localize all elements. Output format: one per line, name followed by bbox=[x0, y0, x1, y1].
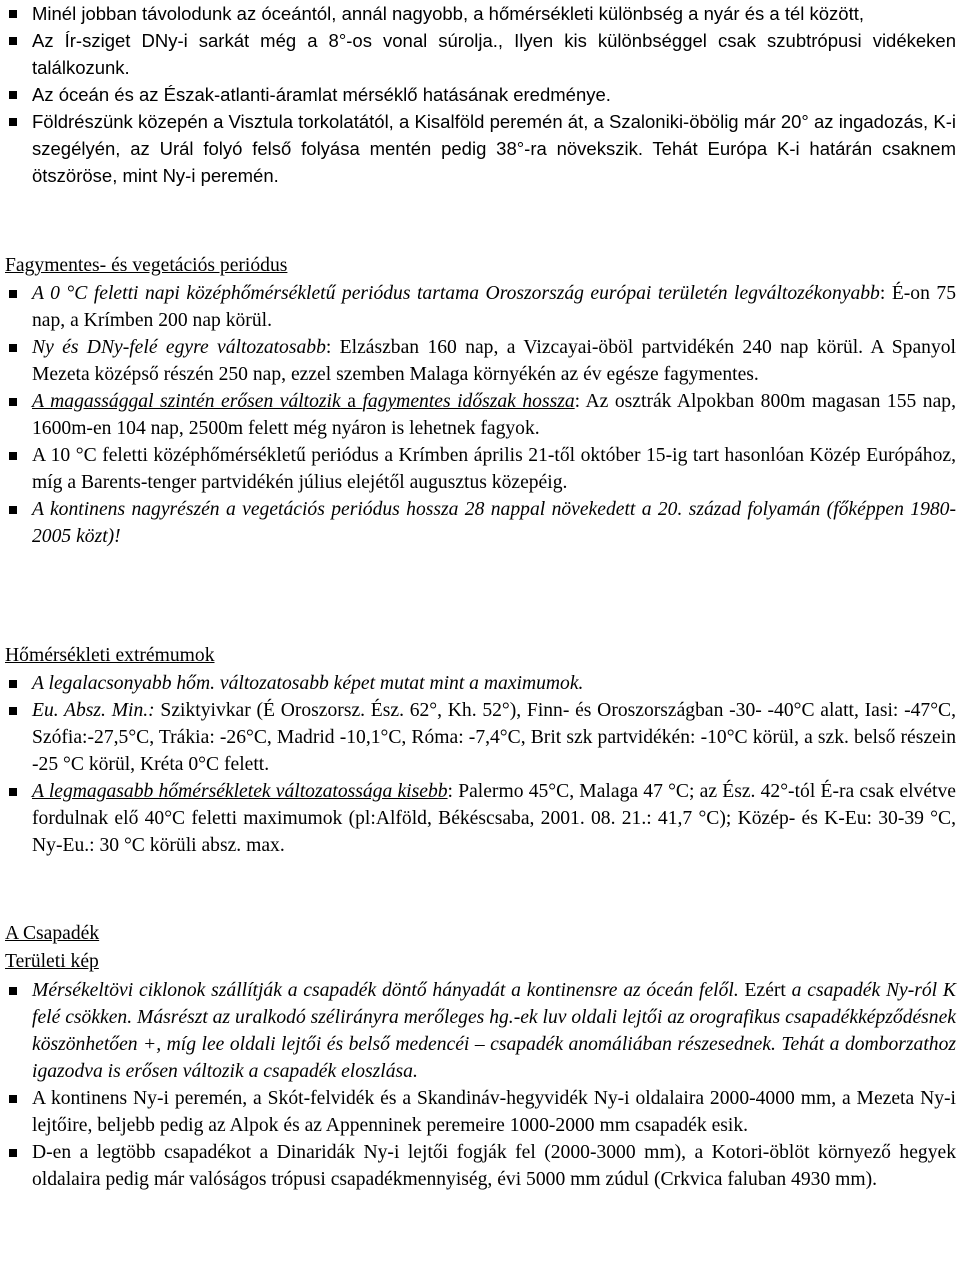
bullet-text: A kontinens Ny-i peremén, a Skót-felvidék és a Skandináv-hegyvidék Ny-i oldalaira 2000-4000 mm, a Mezeta Ny-i lejtőire, beljebb pedig az Alpok és az Appenninek peremeire 1000-2000 mm csapadék esik. bbox=[32, 1088, 956, 1136]
italic-text: Ny és DNy-felé egyre változatosabb bbox=[32, 337, 326, 358]
section-precipitation bbox=[0, 977, 960, 1193]
list-item bbox=[0, 496, 960, 550]
italic-text: A magassággal szintén erősen változik bbox=[32, 391, 341, 412]
list-item bbox=[0, 977, 960, 1085]
list-item bbox=[0, 388, 960, 442]
bullet-text: D-en a legtöbb csapadékot a Dinaridák Ny-i lejtői fogják fel (2000-3000 mm), a Kotori-öblöt környező hegyek oldalaira pedig már valóságos trópusi csapadékmennyiség, évi 5000 mm zúdul (Crkvica faluban 4930 mm). bbox=[32, 1142, 956, 1190]
bullet-text: Az óceán és az Észak-atlanti-áramlat mérséklő hatásának eredménye. bbox=[32, 84, 611, 105]
bullet-icon bbox=[9, 10, 17, 18]
section-heading-extremes: Hőmérsékleti extrémumok bbox=[5, 645, 215, 666]
list-item bbox=[0, 0, 960, 27]
list-item bbox=[0, 27, 960, 81]
bullet-text: Sziktyivkar (É Oroszorsz. Ész. 62°, Kh. 52°), Finn- és Oroszországban -30- -40°C alatt, Iasi: -47°C, Szófia:-27,5°C, Trákia: -26°C, Madrid -10,1°C, Róma: -7,4°C, Brit szk partvidékén: -10°C körül, a szk. belső részein -25 °C körül, Kréta 0°C felett. bbox=[32, 700, 956, 775]
bullet-icon bbox=[9, 37, 17, 45]
list-item bbox=[0, 1139, 960, 1193]
list-item bbox=[0, 108, 960, 189]
section-heading-regional-pattern: Területi kép bbox=[5, 951, 99, 972]
bullet-icon bbox=[9, 788, 17, 796]
italic-text: a csapadék Ny-ról K felé csökken. Másrészt az uralkodó szélirányra merőleges hg.-ek luv oldali lejtői az orografikus csapadékképződésnek köszönhetően +, míg lee oldali lejtői és belső medencéi – csapadék anomáliában részesednek. Tehát a domborzathoz igazodva is erősen változik a csapadék eloszlása. bbox=[32, 980, 956, 1082]
list-item bbox=[0, 1085, 960, 1139]
bullet-text: Ezért bbox=[738, 980, 792, 1001]
bullet-icon bbox=[9, 290, 17, 298]
italic-text: fagymentes időszak hossza bbox=[362, 391, 575, 412]
italic-text: Mérsékeltövi ciklonok szállítják a csapadék döntő hányadát a kontinensre az óceán felől. bbox=[32, 980, 739, 1001]
bullet-text: a bbox=[340, 391, 363, 412]
italic-text: A legalacsonyabb hőm. változatosabb képet mutat mint a maximumok. bbox=[32, 673, 584, 694]
bullet-icon bbox=[9, 707, 17, 715]
section-temperature-contrast bbox=[0, 0, 960, 189]
list-item bbox=[0, 280, 960, 334]
list-item bbox=[0, 670, 960, 697]
bullet-icon bbox=[9, 506, 17, 514]
italic-text: A kontinens nagyrészén a vegetációs periódus hossza 28 nappal növekedett a 20. század folyamán (főképpen 1980-2005 közt)! bbox=[32, 499, 956, 547]
bullet-icon bbox=[9, 1095, 17, 1103]
bullet-text: : Az osztrák Alpokban 800m magasan 155 nap, 1600m-en 104 nap, 2500m felett még nyáron is lehetnek fagyok. bbox=[32, 391, 956, 439]
section-extremes bbox=[0, 670, 960, 859]
section-heading-frost-free: Fagymentes- és vegetációs periódus bbox=[5, 255, 288, 276]
bullet-icon bbox=[9, 118, 17, 126]
bullet-text: : Elzászban 160 nap, a Vizcayai-öböl partvidékén 240 nap körül. A Spanyol Mezeta középső részén 250 nap, ezzel szemben Malaga környékén az év egésze fagymentes. bbox=[32, 337, 957, 385]
list-item bbox=[0, 81, 960, 108]
bullet-icon bbox=[9, 452, 17, 460]
bullet-icon bbox=[9, 344, 17, 352]
bullet-icon bbox=[9, 1149, 17, 1157]
bullet-text: : Palermo 45°C, Malaga 47 °C; az Ész. 42°-tól É-ra csak elvétve fordulnak elő 40°C feletti maximumok (pl:Alföld, Békéscsaba, 2001. 08. 21.: 41,7 °C); Közép- és K-Eu: 30-39 °C, Ny-Eu.: 30 °C körüli absz. max. bbox=[32, 781, 956, 856]
bullet-text: Földrészünk közepén a Visztula torkolatától, a Kisalföld peremén át, a Szaloniki-öbölig már 20° az ingadozás, K-i szegélyén, az Urál folyó felső folyása mentén pedig 38°-ra növekszik. Tehát Európa K-i határán csaknem ötszöröse, mint Ny-i peremén. bbox=[32, 111, 956, 186]
bullet-text: Az Ír-sziget DNy-i sarkát még a 8°-os vonal súrolja., Ilyen kis különbséggel csak szubtrópusi vidékeken találkozunk. bbox=[32, 30, 956, 78]
bullet-text: : É-on 75 nap, a Krímben 200 nap körül. bbox=[32, 283, 957, 331]
section-heading-precipitation: A Csapadék bbox=[5, 923, 100, 944]
bullet-icon bbox=[9, 680, 17, 688]
italic-text: A legmagasabb hőmérsékletek változatossága kisebb bbox=[32, 781, 448, 802]
list-item bbox=[0, 697, 960, 778]
list-item bbox=[0, 778, 960, 859]
bullet-text: A 10 °C feletti középhőmérsékletű periódus a Krímben április 21-től október 15-ig tart hasonlóan Közép Európához, míg a Barents-tenger partvidékén július elejétől augusztus közepéig. bbox=[32, 445, 956, 493]
bullet-icon bbox=[9, 987, 17, 995]
bullet-text: Minél jobban távolodunk az óceántól, annál nagyobb, a hőmérsékleti különbség a nyár és a tél között, bbox=[32, 3, 865, 24]
italic-text: Eu. Absz. Min.: bbox=[32, 700, 155, 721]
list-item bbox=[0, 442, 960, 496]
bullet-icon bbox=[9, 398, 17, 406]
section-frost-free bbox=[0, 280, 960, 550]
italic-text: A 0 °C feletti napi középhőmérsékletű periódus tartama Oroszország európai területén legváltozékonyabb bbox=[32, 283, 880, 304]
bullet-icon bbox=[9, 91, 17, 99]
list-item bbox=[0, 334, 960, 388]
